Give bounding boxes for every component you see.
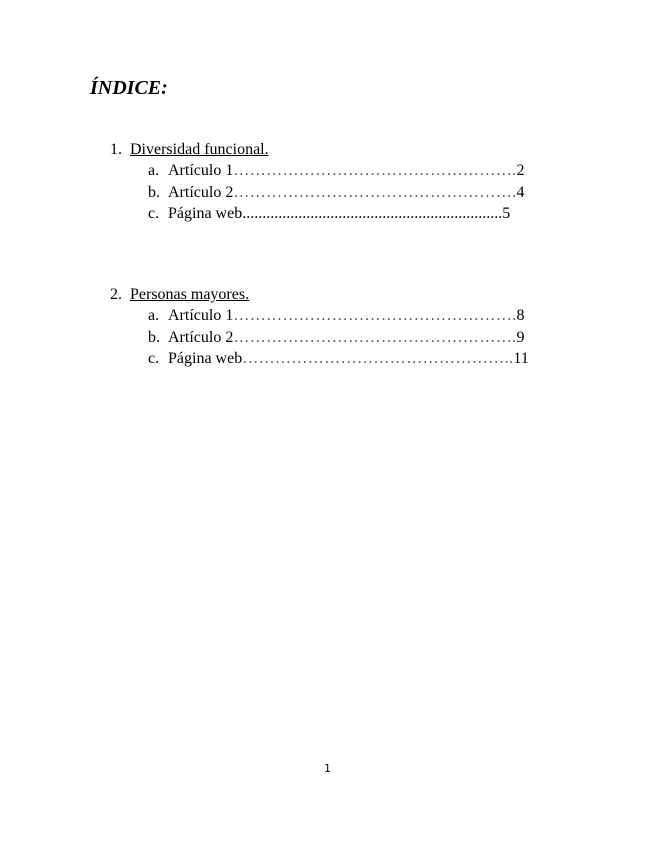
toc-entries — [110, 305, 529, 370]
section-heading — [110, 139, 525, 160]
entry-page-number: 8 — [516, 307, 525, 324]
entry-label: Artículo 2 — [168, 183, 234, 201]
index-title: ÍNDICE: — [90, 77, 168, 99]
entry-letter: a. — [148, 162, 160, 179]
section-heading — [110, 284, 529, 305]
toc-entries — [110, 160, 525, 225]
entry-page-number: 4 — [516, 183, 525, 201]
page-number: 1 — [324, 762, 331, 775]
section-title: Diversidad funcional. — [130, 141, 269, 158]
entry-label: Página web — [168, 350, 243, 367]
dot-leader: ................................................................. — [242, 205, 503, 222]
section-number: 2. — [110, 286, 122, 303]
toc-entry — [148, 203, 525, 225]
entry-label: Página web — [168, 205, 243, 222]
entry-page-number: 2 — [516, 162, 525, 179]
entry-letter: b. — [148, 183, 160, 201]
entry-page-number: 11 — [513, 350, 529, 367]
toc-section-personas-mayores — [110, 284, 529, 370]
entry-letter: c. — [148, 205, 160, 222]
entry-page-number: 5 — [502, 205, 511, 222]
entry-letter: a. — [148, 307, 160, 324]
toc-section-diversidad-funcional — [110, 139, 525, 225]
section-title: Personas mayores. — [130, 286, 250, 303]
entry-letter: c. — [148, 350, 160, 367]
entry-page-number: 9 — [516, 328, 525, 346]
entry-label: Artículo 2 — [168, 328, 234, 346]
entry-label: Artículo 1 — [168, 162, 234, 179]
toc-entry — [148, 160, 525, 182]
toc-entry — [148, 327, 529, 349]
entry-letter: b. — [148, 328, 160, 346]
dot-leader: ……………………………………………. — [233, 183, 517, 201]
dot-leader: ………………………………………….. — [242, 350, 514, 367]
toc-entry — [148, 348, 529, 370]
dot-leader: ……………………………………………. — [233, 162, 517, 179]
section-number: 1. — [110, 141, 122, 158]
toc-entry — [148, 182, 525, 204]
dot-leader: ……………………………………………. — [233, 307, 517, 324]
toc-entry — [148, 305, 529, 327]
dot-leader: ……………………………………………. — [233, 328, 517, 346]
entry-label: Artículo 1 — [168, 307, 234, 324]
